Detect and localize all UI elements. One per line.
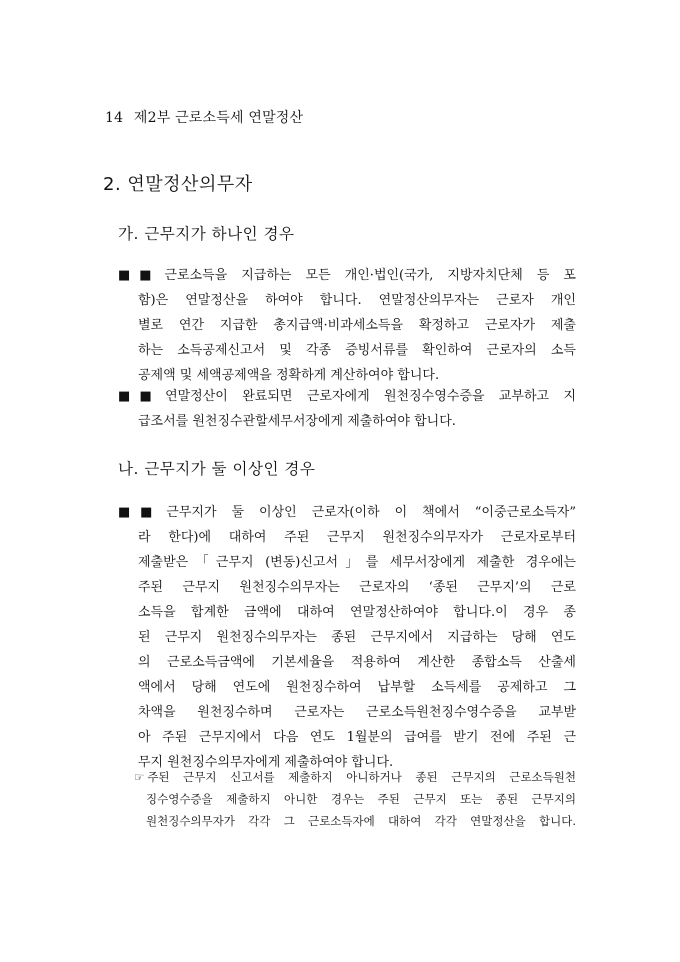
subsection-heading-multiple: 나. 근무지가 둘 이상인 경우 [118, 460, 316, 478]
note-line: ☞ 주된 근무지 신고서를 제출하지 아니하거나 종된 근무지의 근로소득원천 [134, 770, 576, 784]
paragraph-line: 차액을 원천징수하며 근로자는 근로소득원천징수영수증을 교부받 [138, 705, 576, 720]
note-line: 원천징수의무자가 각각 그 근로소득자에 대하여 각각 연말정산을 합니다. [146, 814, 576, 828]
paragraph-line: 무지 원천징수의무자에게 제출하여야 합니다. [138, 755, 394, 770]
paragraph-line: 의 근로소득금액에 기본세율을 적용하여 계산한 종합소득 산출세 [138, 655, 576, 670]
paragraph-line: 주된 근무지 원천징수의무자는 근로자의 ‘종된 근무지’의 근로 [138, 580, 576, 595]
bullet-marker: ■■ [118, 389, 162, 404]
page-number: 14 [105, 110, 124, 126]
paragraph-line: 소득을 합계한 금액에 대하여 연말정산하여야 합니다.이 경우 종 [138, 605, 576, 620]
running-header-title: 제2부 근로소득세 연말정산 [133, 110, 304, 126]
paragraph-submission [118, 384, 576, 434]
bullet-marker: ■■ [118, 268, 161, 283]
paragraph-line: 아 주된 근무지에서 다음 연도 1월분의 급여를 받기 전에 주된 근 [138, 730, 576, 745]
section-title: 2. 연말정산의무자 [103, 174, 253, 195]
paragraph-line: ■■ 근로소득을 지급하는 모든 개인·법인(국가, 지방자치단체 등 포 [118, 268, 576, 283]
pointing-hand-icon: ☞ [134, 770, 145, 784]
paragraph-line: 함)은 연말정산을 하여야 합니다. 연말정산의무자는 근로자 개인 [138, 293, 576, 308]
bullet-marker: ■■ [118, 505, 163, 520]
paragraph-line: 공제액 및 세액공제액을 정확하게 계산하여야 합니다. [138, 368, 440, 383]
paragraph-multiple-workplaces [118, 500, 576, 775]
note-block [134, 766, 576, 832]
paragraph-line: 급조서를 원천징수관할세무서장에게 제출하여야 합니다. [138, 414, 456, 429]
paragraph-obligor [118, 263, 576, 388]
running-header [105, 107, 303, 127]
subsection-heading-single: 가. 근무지가 하나인 경우 [118, 225, 295, 243]
paragraph-line: 별로 연간 지급한 총지급액·비과세소득을 확정하고 근로자가 제출 [138, 318, 576, 333]
note-line: 징수영수증을 제출하지 아니한 경우는 주된 근무지 또는 종된 근무지의 [146, 792, 576, 806]
paragraph-line: 라 한다)에 대하여 주된 근무지 원천징수의무자가 근로자로부터 [138, 530, 576, 545]
paragraph-line: 된 근무지 원천징수의무자는 종된 근무지에서 지급하는 당해 연도 [138, 630, 576, 645]
paragraph-line: 제출받은「근무지 (변동)신고서」를 세무서장에게 제출한 경우에는 [138, 555, 576, 570]
paragraph-line: 하는 소득공제신고서 및 각종 증빙서류를 확인하여 근로자의 소득 [138, 343, 576, 358]
paragraph-line: ■■ 연말정산이 완료되면 근로자에게 원천징수영수증을 교부하고 지 [118, 389, 576, 404]
paragraph-line: 액에서 당해 연도에 원천징수하여 납부할 소득세를 공제하고 그 [138, 680, 576, 695]
paragraph-line: ■■ 근무지가 둘 이상인 근로자(이하 이 책에서 “이중근로소득자” [118, 505, 576, 520]
